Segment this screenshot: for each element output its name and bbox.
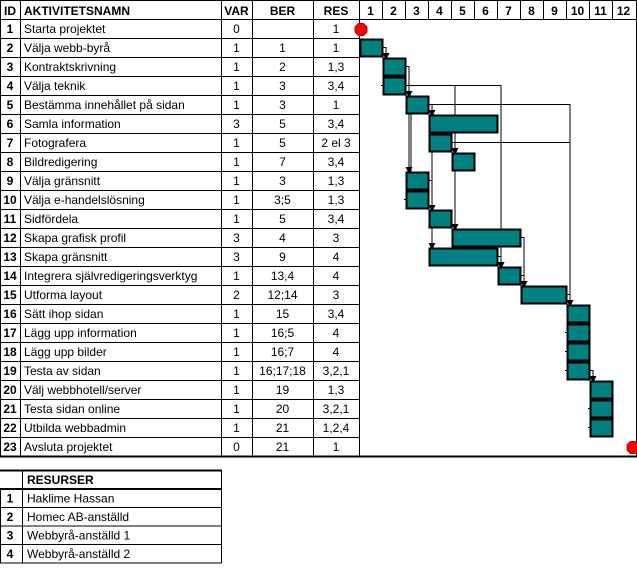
task-var: 1 [233, 307, 240, 321]
resource-id: 3 [6, 528, 14, 543]
task-ber: 7 [279, 155, 286, 169]
resource-id: 1 [6, 491, 14, 506]
task-res: 3 [332, 288, 340, 302]
header-ber: BER [269, 4, 296, 18]
task-name: Välj webbhotell/server [24, 383, 142, 397]
task-res: 1,3 [327, 383, 345, 397]
task-res: 1,3 [327, 174, 345, 188]
task-bar-21 [591, 401, 613, 418]
task-res: 4 [332, 250, 340, 264]
task-res: 3,4 [327, 212, 345, 226]
task-name: Välja webb-byrå [24, 41, 111, 55]
task-name: Sätt ihop sidan [24, 307, 104, 321]
resource-id: 2 [6, 510, 14, 524]
task-id: 3 [6, 60, 14, 74]
task-res: 4 [332, 345, 340, 359]
task-ber: 16;17;18 [259, 364, 306, 378]
task-res: 3,4 [327, 79, 345, 93]
task-name: Avsluta projektet [24, 440, 113, 454]
task-ber: 16;5 [270, 326, 295, 340]
task-id: 18 [3, 345, 17, 359]
task-var: 1 [233, 269, 240, 283]
week-header-3: 3 [413, 4, 420, 18]
task-res: 4 [332, 326, 340, 340]
task-res: 3,4 [327, 155, 345, 169]
week-header-7: 7 [505, 4, 512, 18]
milestone-1 [355, 24, 367, 36]
task-var: 3 [233, 231, 240, 245]
task-var: 0 [233, 440, 240, 454]
task-var: 1 [233, 155, 240, 169]
task-res: 3,4 [327, 117, 345, 131]
task-id: 17 [3, 326, 17, 340]
task-name: Sidfördela [24, 212, 79, 226]
task-var: 1 [233, 212, 240, 226]
task-bar-7 [430, 135, 452, 152]
task-bar-19 [568, 363, 590, 380]
header-name: AKTIVITETSNAMN [24, 4, 130, 18]
task-id: 19 [3, 364, 17, 378]
week-header-4: 4 [436, 4, 443, 18]
task-ber: 21 [275, 421, 290, 435]
task-name: Välja e-handelslösning [24, 193, 145, 207]
task-ber: 5 [279, 212, 286, 226]
task-name: Kontraktskrivning [24, 60, 117, 74]
task-id: 10 [3, 193, 17, 207]
task-name: Skapa grafisk profil [24, 231, 127, 245]
task-res: 3,2,1 [322, 364, 350, 378]
task-res: 2 el 3 [321, 136, 351, 150]
task-name: Testa sidan online [24, 402, 121, 416]
task-var: 3 [233, 117, 240, 131]
week-header-10: 10 [570, 4, 585, 18]
task-bar-20 [591, 382, 613, 399]
task-var: 1 [233, 193, 240, 207]
task-bar-18 [568, 344, 590, 361]
task-id: 11 [3, 212, 17, 226]
task-bar-17 [568, 325, 590, 342]
task-id: 15 [3, 288, 17, 302]
task-var: 1 [233, 364, 240, 378]
task-ber: 12;14 [267, 288, 298, 302]
task-res: 1 [332, 98, 340, 112]
resource-name: Webbyrå-anställd 2 [27, 547, 131, 561]
week-header-8: 8 [528, 4, 535, 18]
task-ber: 4 [279, 231, 286, 245]
task-id: 22 [3, 421, 17, 435]
task-name: Samla information [24, 117, 121, 131]
resource-id: 4 [6, 547, 14, 561]
task-id: 16 [3, 307, 17, 321]
task-id: 4 [6, 79, 14, 93]
task-ber: 3 [279, 174, 286, 188]
task-var: 1 [233, 136, 240, 150]
header-res: RES [323, 4, 349, 18]
task-var: 1 [233, 421, 240, 435]
task-bar-11 [430, 211, 452, 228]
task-var: 1 [233, 383, 240, 397]
task-name: Bestämma innehållet på sidan [24, 98, 185, 112]
task-name: Fotografera [24, 136, 87, 150]
task-bar-13 [430, 249, 498, 266]
task-name: Starta projektet [24, 22, 106, 36]
task-var: 1 [233, 41, 240, 55]
task-var: 1 [233, 174, 240, 188]
task-res: 1 [332, 440, 340, 454]
task-id: 12 [3, 231, 17, 245]
task-res: 1 [332, 22, 340, 36]
task-res: 3 [332, 231, 340, 245]
task-ber: 1 [279, 41, 286, 55]
week-header-12: 12 [616, 4, 631, 18]
task-id: 20 [3, 383, 17, 397]
task-name: Utforma layout [24, 288, 103, 302]
task-id: 7 [6, 136, 14, 150]
task-id: 21 [3, 402, 17, 416]
week-header-5: 5 [459, 4, 466, 18]
task-bar-14 [499, 268, 521, 285]
task-res: 3,2,1 [322, 402, 350, 416]
task-ber: 16;7 [270, 345, 295, 359]
task-ber: 2 [279, 60, 286, 74]
week-header-9: 9 [551, 4, 558, 18]
task-ber: 15 [275, 307, 290, 321]
task-name: Välja teknik [24, 79, 86, 93]
task-bar-2 [361, 40, 383, 57]
task-bar-10 [407, 192, 429, 209]
header-id: ID [4, 4, 16, 18]
resource-name: Homec AB-anställd [27, 510, 130, 524]
task-name: Utbilda webbadmin [24, 421, 127, 435]
task-bar-8 [453, 154, 475, 171]
task-name: Lägg upp information [24, 326, 137, 340]
week-header-2: 2 [390, 4, 397, 18]
task-name: Välja gränsnitt [24, 174, 101, 188]
task-ber: 5 [279, 117, 286, 131]
task-ber: 3;5 [274, 193, 291, 207]
task-ber: 3 [279, 98, 286, 112]
task-bar-3 [384, 59, 406, 76]
task-bar-16 [568, 306, 590, 323]
task-id: 9 [6, 174, 14, 188]
task-res: 3,4 [327, 307, 345, 321]
task-bar-6 [430, 116, 498, 133]
task-ber: 20 [275, 402, 290, 416]
task-var: 1 [233, 79, 240, 93]
task-bar-15 [522, 287, 567, 304]
resource-name: Haklime Hassan [27, 491, 115, 506]
header-var: VAR [224, 4, 249, 18]
task-id: 13 [3, 250, 17, 264]
week-header-6: 6 [482, 4, 489, 18]
task-bar-4 [384, 78, 406, 95]
task-var: 1 [233, 98, 240, 112]
task-res: 4 [332, 269, 340, 283]
task-res: 1,3 [327, 193, 345, 207]
task-id: 23 [3, 440, 17, 454]
week-header-11: 11 [594, 4, 607, 18]
task-res: 1 [332, 41, 340, 55]
task-bar-5 [407, 97, 429, 114]
task-ber: 21 [275, 440, 290, 454]
task-id: 1 [6, 22, 14, 36]
task-ber: 5 [279, 136, 286, 150]
task-res: 1,2,4 [322, 421, 350, 435]
task-ber: 3 [279, 79, 286, 93]
task-ber: 19 [275, 383, 290, 397]
task-ber: 9 [279, 250, 286, 264]
task-res: 1,3 [327, 60, 345, 74]
resources-title: RESURSER [27, 473, 94, 487]
task-var: 1 [233, 345, 240, 359]
task-id: 6 [6, 117, 14, 131]
task-id: 8 [6, 155, 14, 169]
task-name: Lägg upp bilder [24, 345, 107, 359]
task-bar-12 [453, 230, 521, 247]
task-name: Skapa gränsnitt [24, 250, 108, 264]
task-id: 5 [6, 98, 14, 112]
task-ber: 13,4 [270, 269, 295, 283]
resource-name: Webbyrå-anställd 1 [27, 528, 131, 543]
task-var: 0 [233, 22, 240, 36]
task-var: 1 [233, 402, 240, 416]
week-header-1: 1 [367, 4, 374, 18]
task-var: 1 [233, 60, 240, 74]
task-name: Testa av sidan [24, 364, 101, 378]
task-var: 2 [233, 288, 240, 302]
task-bar-22 [591, 420, 613, 437]
milestone-23 [627, 442, 637, 454]
task-var: 3 [233, 250, 240, 264]
task-name: Bildredigering [24, 155, 98, 169]
task-id: 14 [3, 269, 17, 283]
task-name: Integrera självredigeringsverktyg [24, 269, 198, 283]
task-bar-9 [407, 173, 429, 190]
task-var: 1 [233, 326, 240, 340]
task-id: 2 [6, 41, 14, 55]
